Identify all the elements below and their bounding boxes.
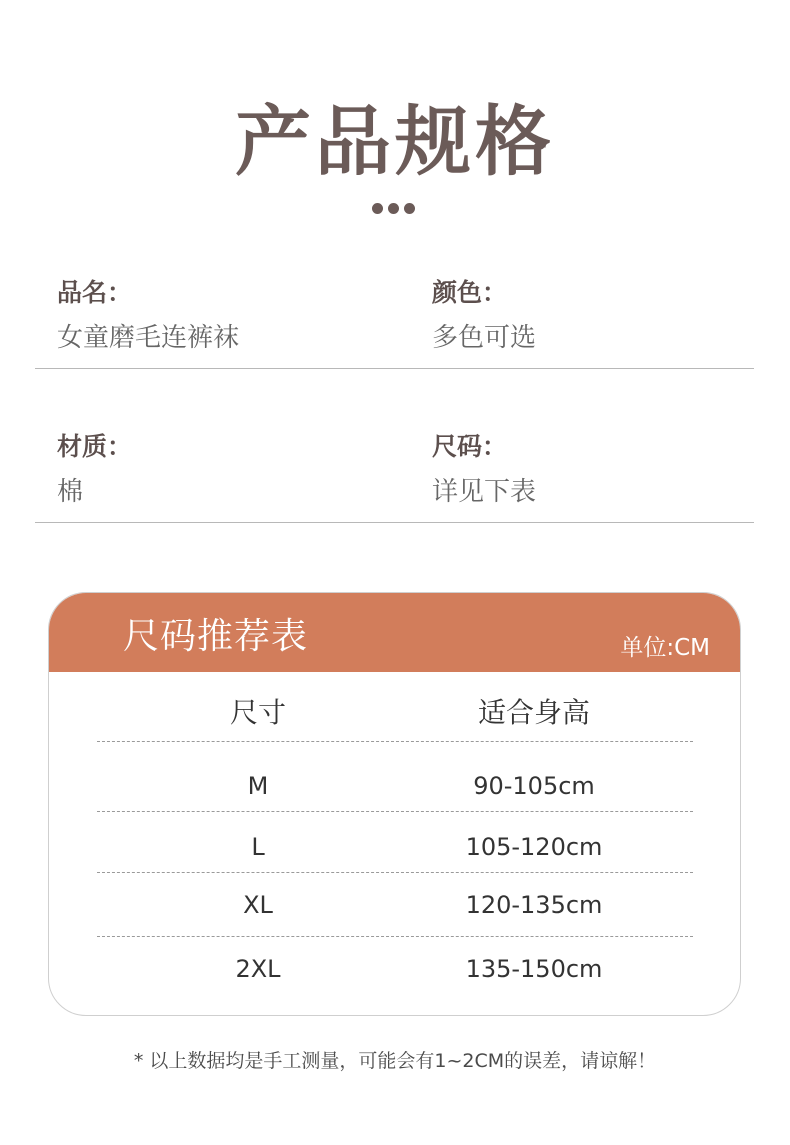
- size-cell: L: [251, 833, 265, 861]
- spec-label: 品名：: [57, 278, 133, 307]
- size-chart-header: [49, 593, 740, 672]
- size-chart-title: 尺码推荐表: [123, 616, 309, 657]
- spec-product-name: [57, 268, 239, 358]
- table-row: [49, 827, 740, 867]
- height-cell: 120-135cm: [465, 891, 603, 919]
- table-row: [49, 885, 740, 925]
- row-divider: [97, 936, 693, 937]
- dot: [388, 203, 399, 214]
- size-chart-unit: 单位:CM: [620, 635, 710, 661]
- spec-row: [35, 422, 754, 523]
- title-dots: [372, 203, 415, 214]
- row-divider: [97, 811, 693, 812]
- page-title: 产品规格: [235, 97, 555, 186]
- size-cell: XL: [243, 891, 273, 919]
- table-row: [49, 949, 740, 989]
- spec-label: 颜色：: [432, 278, 508, 307]
- height-cell: 105-120cm: [465, 833, 603, 861]
- spec-label: 尺码：: [432, 432, 508, 461]
- spec-size: [432, 422, 536, 512]
- spec-label: 材质：: [57, 432, 133, 461]
- spec-value: 女童磨毛连裤袜: [57, 323, 240, 353]
- spec-color: [432, 268, 536, 358]
- height-cell: 135-150cm: [465, 955, 603, 983]
- height-cell: 90-105cm: [473, 772, 595, 800]
- column-header-size: 尺寸: [229, 696, 286, 729]
- row-divider: [97, 872, 693, 873]
- size-cell: 2XL: [235, 955, 281, 983]
- size-chart-card: [48, 592, 741, 1016]
- row-divider: [97, 741, 693, 742]
- dot: [404, 203, 415, 214]
- spec-row: [35, 268, 754, 369]
- spec-value: 详见下表: [432, 477, 537, 507]
- spec-value: 多色可选: [432, 323, 537, 353]
- column-header-height: 适合身高: [477, 696, 590, 729]
- measurement-footnote: * 以上数据均是手工测量，可能会有1~2CM的误差，请谅解！: [133, 1050, 657, 1072]
- spec-material: [57, 422, 132, 512]
- size-cell: M: [247, 772, 269, 800]
- dot: [372, 203, 383, 214]
- spec-value: 棉: [57, 477, 84, 507]
- table-row: [49, 766, 740, 806]
